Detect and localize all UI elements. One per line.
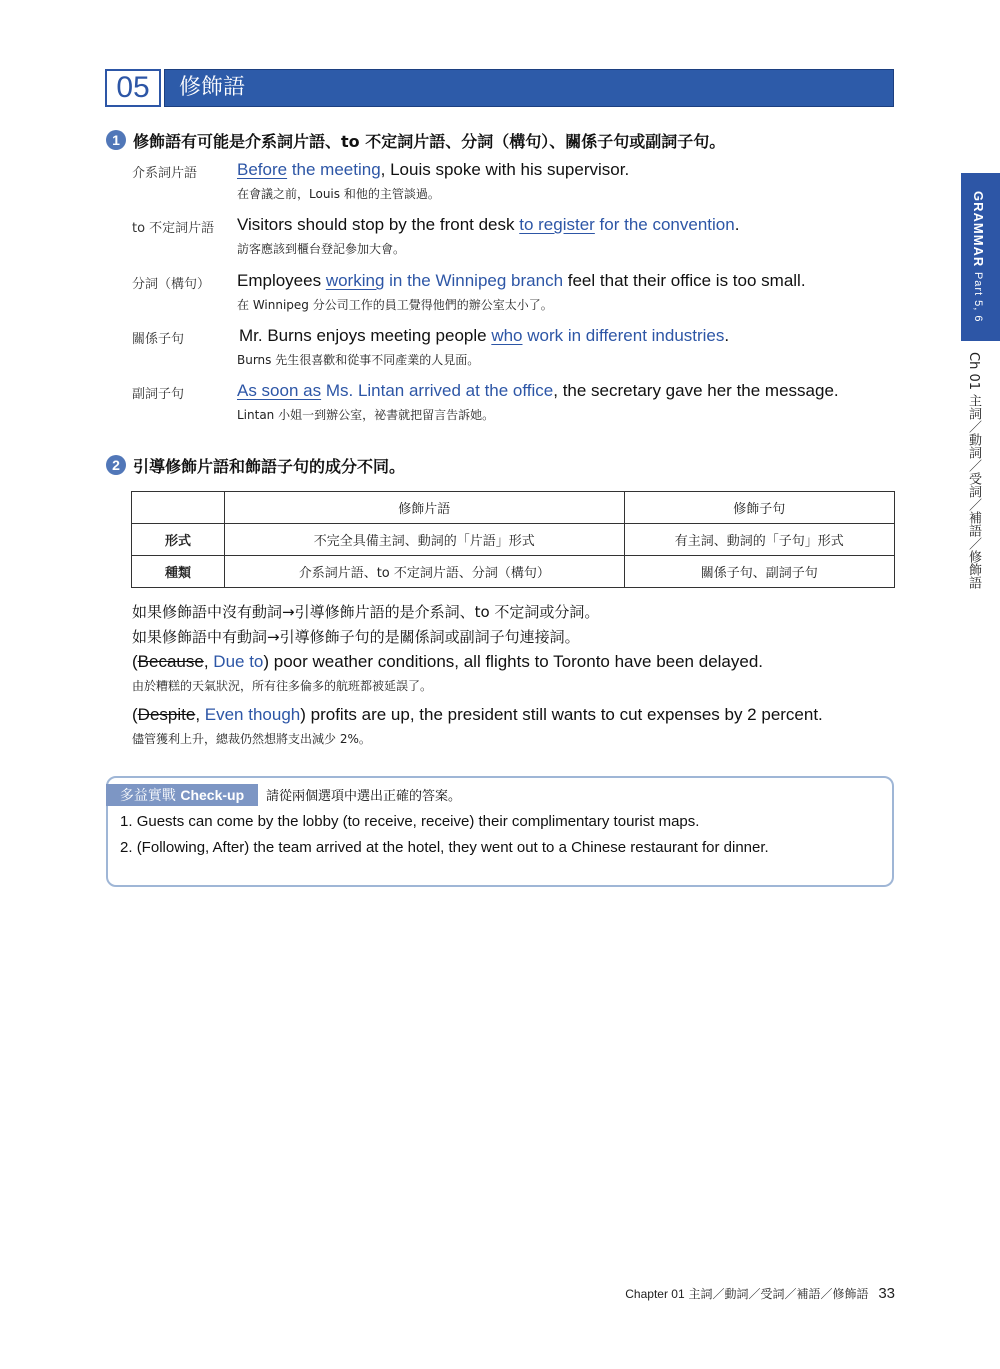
checkup-instruction: 請從兩個選項中選出正確的答案。 (266, 789, 462, 804)
comparison-table (131, 491, 895, 588)
number-1-icon: 1 (106, 130, 126, 150)
footer-chapter: Chapter 01 (625, 1287, 685, 1301)
number-2-icon: 2 (106, 455, 126, 475)
table-cell: 關係子句、副詞子句 (624, 556, 894, 588)
correct-option: Even though (204, 705, 301, 724)
table-cell: 有主詞、動詞的「子句」形式 (624, 524, 894, 556)
example-sentence: Visitors should stop by the front desk to register for the convention. (237, 215, 740, 234)
checkup-tag: 多益實戰 Check-up (106, 784, 258, 806)
section-number: 05 (105, 69, 161, 107)
side-tab (961, 173, 1000, 341)
row-header: 種類 (132, 556, 225, 588)
page-title: 修飾語 (179, 75, 246, 100)
example-translation: Burns 先生很喜歡和從事不同產業的人見面。 (237, 353, 480, 367)
example-label: 分詞（構句） (132, 277, 211, 292)
question-1: 1. Guests can come by the lobby (to receive, receive) their complimentary tourist maps. (120, 813, 700, 830)
section-1-heading (106, 128, 725, 152)
table-corner (132, 492, 225, 524)
table-cell: 不完全具備主詞、動詞的「片語」形式 (225, 524, 625, 556)
example-translation: 由於糟糕的天氣狀況，所有往多倫多的航班都被延誤了。 (132, 679, 433, 693)
example-translation: Lintan 小姐一到辦公室，祕書就把留言告訴她。 (237, 408, 495, 422)
example-sentence: Employees working in the Winnipeg branch feel that their office is too small. (237, 271, 806, 290)
correct-option: Due to (213, 652, 264, 671)
row-header: 形式 (132, 524, 225, 556)
column-header: 修飾子句 (624, 492, 894, 524)
example-sentence: (Despite, Even though) profits are up, the president still wants to cut expenses by 2 percent. (132, 705, 823, 724)
example-label: 關係子句 (132, 332, 185, 347)
section-1-title: 修飾語有可能是介系詞片語、to 不定詞片語、分詞（構句）、關係子句或副詞子句。 (133, 131, 726, 151)
table-row (132, 556, 895, 588)
example-translation: 儘管獲利上升，總裁仍然想將支出減少 2%。 (132, 732, 371, 746)
example-sentence: As soon as Ms. Lintan arrived at the office, the secretary gave her the message. (237, 381, 839, 400)
side-chapter-label: Ch 01 主詞／動詞／受詞／補語／修飾語 (966, 352, 981, 590)
example-sentence: (Because, Due to) poor weather conditions, all flights to Toronto have been delayed. (132, 652, 764, 671)
page-footer (625, 1285, 895, 1302)
example-label: to 不定詞片語 (132, 221, 215, 236)
page-number: 33 (878, 1285, 895, 1302)
example-translation: 在會議之前，Louis 和他的主管談過。 (237, 187, 440, 201)
example-label: 介系詞片語 (132, 166, 198, 181)
wrong-option: Because (137, 652, 204, 671)
section-2-heading (106, 453, 405, 477)
example-translation: 在 Winnipeg 分公司工作的員工覺得他們的辦公室太小了。 (237, 298, 553, 312)
side-tab-label: GRAMMAR Part 5, 6 (971, 191, 986, 323)
rule-note: 如果修飾語中沒有動詞→引導修飾片語的是介系詞、to 不定詞或分詞。 (132, 603, 600, 621)
example-sentence: Mr. Burns enjoys meeting people who work in different industries. (239, 326, 730, 345)
question-2: 2. (Following, After) the team arrived at the hotel, they went out to a Chinese restaurant for dinner. (120, 839, 769, 856)
table-header-row (132, 492, 895, 524)
example-sentence: Before the meeting, Louis spoke with his supervisor. (237, 160, 630, 179)
rule-note: 如果修飾語中有動詞→引導修飾子句的是關係詞或副詞子句連接詞。 (132, 628, 580, 646)
section-2-title: 引導修飾片語和飾語子句的成分不同。 (133, 456, 406, 476)
column-header: 修飾片語 (225, 492, 625, 524)
wrong-option: Despite (137, 705, 196, 724)
example-translation: 訪客應該到櫃台登記參加大會。 (237, 242, 406, 256)
table-cell: 介系詞片語、to 不定詞片語、分詞（構句） (225, 556, 625, 588)
footer-topics: 主詞／動詞／受詞／補語／修飾語 (688, 1287, 869, 1301)
table-row (132, 524, 895, 556)
example-label: 副詞子句 (132, 387, 185, 402)
title-bar (164, 69, 894, 107)
